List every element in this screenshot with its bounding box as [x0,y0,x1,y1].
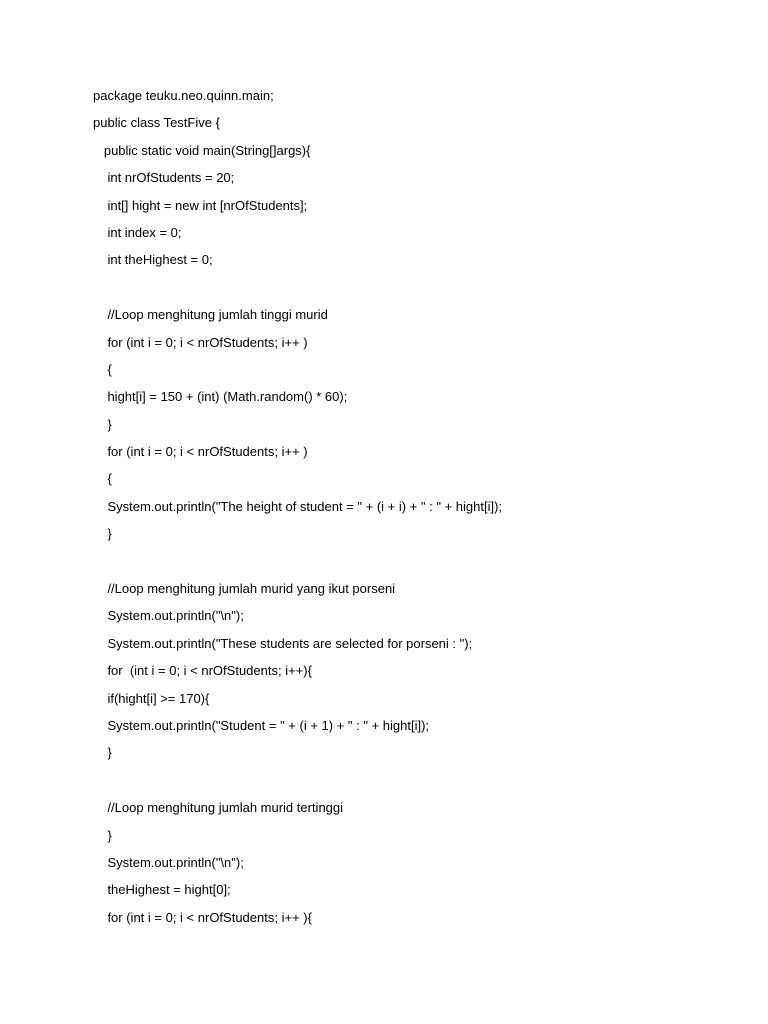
code-line: } [93,526,112,542]
code-comment: //Loop menghitung jumlah tinggi murid [93,307,328,323]
code-comment: //Loop menghitung jumlah murid yang ikut porseni [93,581,396,597]
code-line: System.out.println("These students are selected for porseni : "); [93,635,473,651]
code-line: public class TestFive { [93,115,220,131]
code-line: theHighest = hight[0]; [93,882,231,898]
code-line: System.out.println("\n"); [93,854,244,870]
code-comment: //Loop menghitung jumlah murid tertinggi [93,800,344,816]
code-line: System.out.println("\n"); [93,608,244,624]
code-line: System.out.println("The height of student = " + (i + i) + " : " + hight[i]); [93,498,503,514]
code-line: if(hight[i] >= 170){ [93,690,210,706]
code-line: package teuku.neo.quinn.main; [93,88,274,103]
code-line: public static void main(String[]args){ [93,142,311,158]
code-listing [93,86,733,935]
code-line: int theHighest = 0; [93,252,213,268]
code-line: } [93,416,112,432]
code-line: { [93,471,112,487]
code-line: hight[i] = 150 + (int) (Math.random() * 60); [93,389,348,405]
code-line: for (int i = 0; i < nrOfStudents; i++ ) [93,334,308,350]
blank-line [93,278,733,305]
code-line: int index = 0; [93,224,182,240]
code-line: System.out.println("Student = " + (i + 1) + " : " + hight[i]); [93,717,430,733]
code-line: } [93,745,112,761]
code-line: for (int i = 0; i < nrOfStudents; i++ ) [93,444,308,460]
code-line: int nrOfStudents = 20; [93,170,235,186]
blank-line [93,771,733,798]
blank-line [93,552,733,579]
code-line: for (int i = 0; i < nrOfStudents; i++ ){ [93,909,312,925]
code-line: } [93,827,112,843]
code-line: for (int i = 0; i < nrOfStudents; i++){ [93,663,312,679]
code-line: int[] hight = new int [nrOfStudents]; [93,197,308,213]
code-line: { [93,361,112,377]
